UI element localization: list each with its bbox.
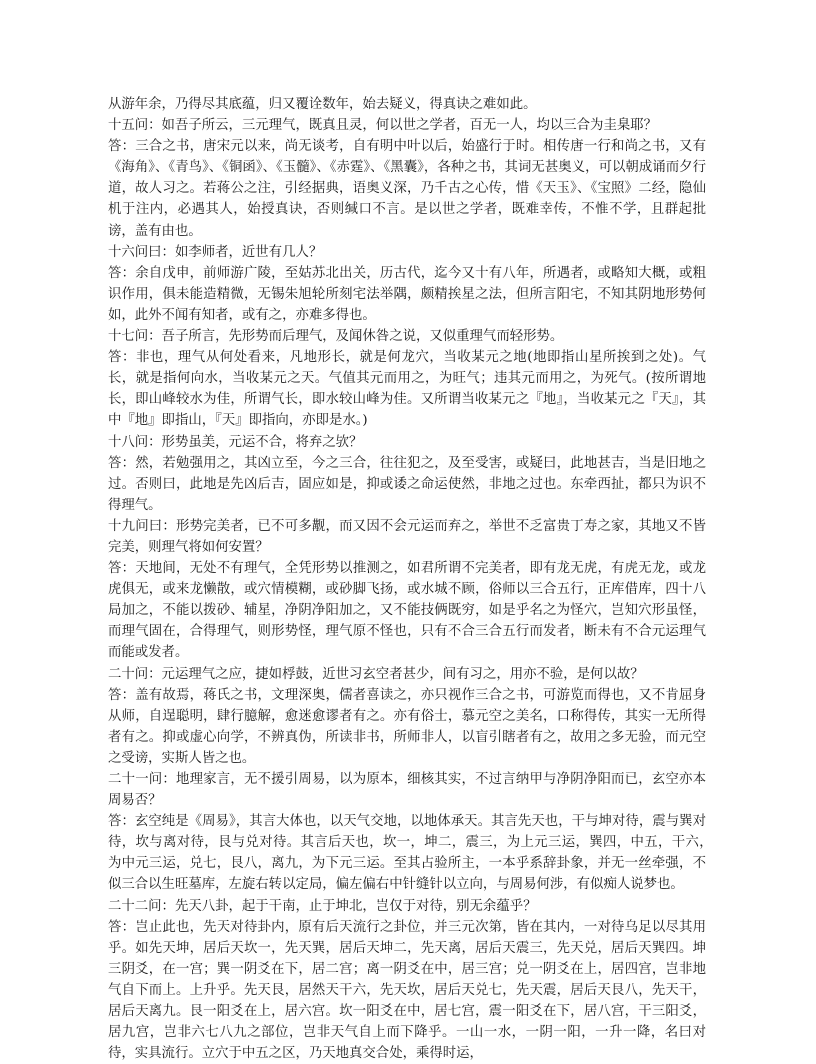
answer-15: 答：三合之书，唐宋元以来，尚无谈考，自有明中叶以后，始盛行于时。相传唐一行和尚之书，又有《海角》、《青鸟》、《铜函》、《玉髓》、《赤霆》、《黑囊》，各种之书，其词无甚奥义，可以朝成诵而夕行道，故人习之。若蒋公之注，引经据典，语奥义深，乃千古之心传，惜《天玉》、《宝照》二经，隐仙机于注内，必遇其人，始授真诀，否则缄口不言。是以世之学者，既难幸传，不惟不学，且群起批谤，盖有由也。 bbox=[108, 139, 706, 239]
question-22: 二十二问：先天八卦，起于干南，止于坤北，岂仅于对待，别无余蕴乎？ bbox=[108, 898, 537, 914]
answer-16: 答：余自戊申，前师游广陵，至姑苏北出关，历古代，迄今又十有八年，所遇者，或略知大概，或粗识作用，俱未能造精微，无锡朱旭轮所刻宅法举隅，颇精挨星之法，但所言阳宅，不知其阴地形势何如，此外不闻有知者，或有之，亦难多得也。 bbox=[108, 265, 706, 323]
paragraph-intro: 从游年余，乃得尽其底蕴，归又覆诠数年，始去疑义，得真诀之难如此。 bbox=[108, 97, 537, 112]
question-21: 二十一问：地理家言，无不援引周易，以为原本，细核其实，不过言纳甲与净阴净阳而已，玄空亦本周易否？ bbox=[108, 772, 706, 809]
question-18: 十八问：形势虽美，元运不合，将弃之欤？ bbox=[108, 434, 363, 450]
answer-17: 答：非也，理气从何处看来，凡地形长，就是何龙穴，当收某元之地(地即指山星所挨到之处)。气长，就是指何向水，当收某元之天。气值其元而用之，为旺气；违其元而用之，为死气。(按所谓地长，即山峰较水为佳，所谓气长，即水较山峰为佳。又所谓当收某元之『地』，当收某元之『天』，其中『地』即指山，『天』即指向，亦即是水。) bbox=[108, 350, 706, 429]
answer-22: 答：岂止此也，先天对待卦内，原有后天流行之卦位，并三元次第，皆在其内，一对待乌足以尽其用乎。如先天坤，居后天坎一，先天巽，居后天坤二，先天离，居后天震三，先天兑，居后天巽四。坤三阴爻，在一宫；巽一阴爻在下，居二宫；离一阴爻在中，居三宫；兑一阴爻在上，居四宫，岂非地气自下而上。上升乎。先天艮，居然天干六，先天坎，居后天兑七，先天震，居后天艮八，先天干，居后天离九。艮一阳爻在上，居六宫。坎一阳爻在中，居七宫，震一阳爻在下，居八宫，干三阳爻，居九宫，岂非六七八九之部位，岂非天气自上而下降乎。一山一水，一阴一阳，一升一降，名曰对待，实具流行。立穴于中五之区，乃天地真交合处，乘得时运， bbox=[108, 919, 706, 1062]
question-15: 十五问：如吾子所云，三元理气，既真且灵，何以世之学者，百无一人，均以三合为圭臬耶？ bbox=[108, 118, 658, 134]
question-17: 十七问：吾子所言，先形势而后理气，及闻休咎之说，又似重理气而轻形势。 bbox=[108, 329, 564, 345]
answer-20: 答：盖有故焉，蒋氏之书，文理深奥，儒者喜读之，亦只视作三合之书，可游览而得也，又不肯屈身从师，自逞聪明，肆行臆解，愈迷愈谬者有之。亦有俗士，慕元空之美名，口称得传，其实一无所得者有之。抑或虚心向学，不辨真伪，所读非书，所师非人，以盲引瞎者有之，故用之多无验，而元空之受谤，实斯人皆之也。 bbox=[108, 687, 706, 766]
answer-19: 答：天地间，无处不有理气，全凭形势以推测之，如君所谓不完美者，即有龙无虎，有虎无龙，或龙虎俱无，或来龙懒散，或穴情模糊，或砂脚飞扬，或水城不顾，俗师以三合五行，正库借库，四十八局加之，不能以拨砂、辅星，净阴净阳加之，又不能技俩既穷，如是乎名之为怪穴，岂知穴形虽怪，而理气固在，合得理气，则形势怪，理气原不怪也，只有不合三合五行而发者，断未有不合元运理气而能或发者。 bbox=[108, 561, 706, 661]
answer-18: 答：然，若勉强用之，其凶立至，今之三合，往往犯之，及至受害，或疑曰，此地甚吉，当是旧地之过。否则曰，此地是先凶后吉，固应如是，抑或诿之命运使然，非地之过也。东牵西扯，都只为识不得理气。 bbox=[108, 455, 706, 513]
question-20: 二十问：元运理气之应，捷如桴鼓，近世习玄空者甚少，间有习之，用亦不验，是何以故？ bbox=[108, 666, 644, 682]
answer-21: 答：玄空纯是《周易》，其言大体也，以天气交地，以地体承天。其言先天也，干与坤对待，震与巽对待，坎与离对待，艮与兑对待。其言后天也，坎一，坤二，震三，为上元三运，巽四，中五，干六， 为中元三运，兑七，艮八，离九，为下元三运。至其占验所主，一本乎系辞卦象，并无一丝牵强，不似三合以生旺墓库，左旋右转以定局，偏左偏右中针缝针以立向，与周易何涉，有似痴人说梦也。 bbox=[108, 814, 720, 893]
question-16: 十六问曰：如李师者，近世有几人？ bbox=[108, 244, 323, 260]
document-body bbox=[108, 94, 720, 1064]
question-19: 十九问曰：形势完美者，已不可多觏，而又因不会元运而弃之，举世不乏富贵丁寿之家，其地又不皆完美，则理气将如何安置？ bbox=[108, 518, 706, 555]
